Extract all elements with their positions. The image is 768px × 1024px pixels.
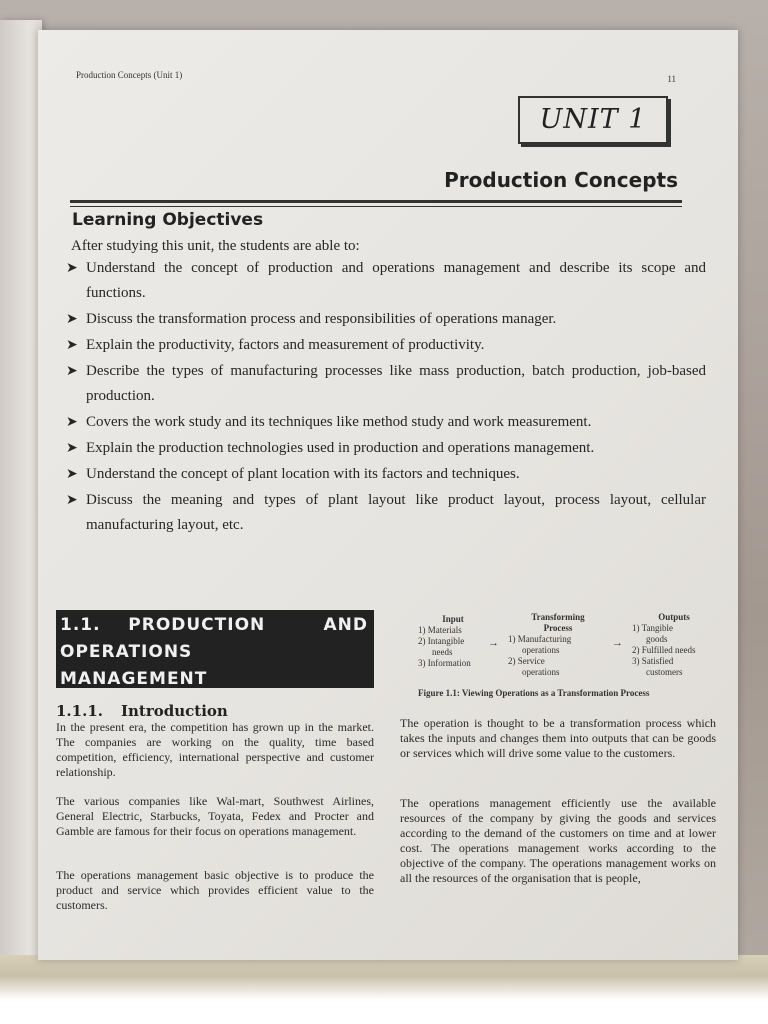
- figure-output-column: [632, 612, 716, 678]
- unit-label: UNIT 1: [518, 96, 668, 144]
- book-page: [38, 30, 738, 960]
- figure-text: 1) Manufacturing: [508, 634, 572, 644]
- learning-objectives-heading: Learning Objectives: [72, 210, 264, 230]
- title-rule-thick: [70, 200, 682, 203]
- figure-text: needs: [432, 647, 453, 657]
- paragraph: In the present era, the competition has grown up in the market. The companies are working on the quality, time based competition, efficiency, international perspective and customer relationship.: [56, 720, 374, 779]
- figure-text: operations: [522, 645, 560, 655]
- bottom-edge: [0, 955, 768, 1024]
- list-item: ➤ Describe the types of manufacturing processes like mass production, batch production, job-based production.: [66, 359, 706, 409]
- figure-caption: Figure 1.1: Viewing Operations as a Transformation Process: [418, 688, 650, 698]
- paragraph: The operations management basic objective is to produce the product and service which provides efficient value to the customers.: [56, 868, 374, 912]
- arrow-bullet-icon: ➤: [66, 261, 78, 276]
- figure-text: 2) Service: [508, 656, 545, 666]
- figure-process-heading: Process: [543, 623, 573, 633]
- arrow-bullet-icon: ➤: [66, 415, 78, 430]
- arrow-bullet-icon: ➤: [66, 364, 78, 379]
- list-item: ➤ Covers the work study and its techniques like method study and work measurement.: [66, 410, 706, 435]
- paragraph: The various companies like Wal-mart, Southwest Airlines, General Electric, Starbucks, Toyata, Fedex and Procter and Gamble are famous for their focus on operations management.: [56, 794, 374, 838]
- title-rule-thin: [70, 206, 682, 207]
- figure-text: goods: [646, 634, 668, 644]
- figure-text: 3) Information: [418, 658, 471, 668]
- transformation-figure: [400, 612, 716, 692]
- arrow-bullet-icon: ➤: [66, 441, 78, 456]
- book-spine: [0, 20, 42, 960]
- list-item: ➤ Discuss the meaning and types of plant layout like product layout, process layout, cellular manufacturing layout, etc.: [66, 488, 706, 538]
- paragraph: The operations management efficiently use the available resources of the company by giving the goods and services according to the demand of the customers on time and at lower cost. The operations management works according to the objective of the company. The operations management works on all the resources of the organisation that is people,: [400, 796, 716, 885]
- figure-text: 1) Materials: [418, 625, 462, 635]
- list-item: ➤ Discuss the transformation process and responsibilities of operations manager.: [66, 307, 706, 332]
- list-item: ➤ Understand the concept of production and operations management and describe its scope and functions.: [66, 256, 706, 306]
- arrow-bullet-icon: ➤: [66, 312, 78, 327]
- arrow-bullet-icon: ➤: [66, 338, 78, 353]
- figure-input-column: [418, 614, 488, 669]
- figure-text: 3) Satisfied: [632, 656, 674, 666]
- arrow-bullet-icon: ➤: [66, 467, 78, 482]
- figure-text: customers: [646, 667, 683, 677]
- learning-objectives-list: [66, 256, 706, 539]
- running-head: Production Concepts (Unit 1): [76, 70, 183, 80]
- figure-text: operations: [522, 667, 560, 677]
- arrow-bullet-icon: ➤: [66, 493, 78, 508]
- figure-process-heading: Transforming: [531, 612, 585, 622]
- list-item: ➤ Understand the concept of plant location with its factors and techniques.: [66, 462, 706, 487]
- figure-text: 1) Tangible: [632, 623, 673, 633]
- figure-input-heading: Input: [442, 614, 464, 624]
- section-heading-line2: OPERATIONS: [60, 642, 193, 662]
- section-heading: [56, 610, 374, 688]
- subsection-heading: 1.1.1. Introduction: [56, 702, 228, 720]
- section-heading-line1: 1.1. PRODUCTION AND: [60, 615, 368, 635]
- list-item: ➤ Explain the production technologies used in production and operations management.: [66, 436, 706, 461]
- figure-text: 2) Intangible: [418, 636, 465, 646]
- list-item: ➤ Explain the productivity, factors and measurement of productivity.: [66, 333, 706, 358]
- paragraph: The operation is thought to be a transformation process which takes the inputs and changes them into outputs that can be goods or services which will drive some value to the customers.: [400, 716, 716, 760]
- section-heading-line3: MANAGEMENT: [60, 669, 208, 689]
- learning-objectives-intro: After studying this unit, the students are able to:: [71, 238, 360, 254]
- chapter-title: Production Concepts: [444, 168, 678, 192]
- figure-output-heading: Outputs: [658, 612, 690, 622]
- figure-text: 2) Fulfilled needs: [632, 645, 696, 655]
- page-number: 11: [667, 74, 676, 84]
- figure-process-column: [508, 612, 608, 678]
- arrow-right-icon: →: [612, 637, 623, 649]
- arrow-right-icon: →: [488, 637, 499, 649]
